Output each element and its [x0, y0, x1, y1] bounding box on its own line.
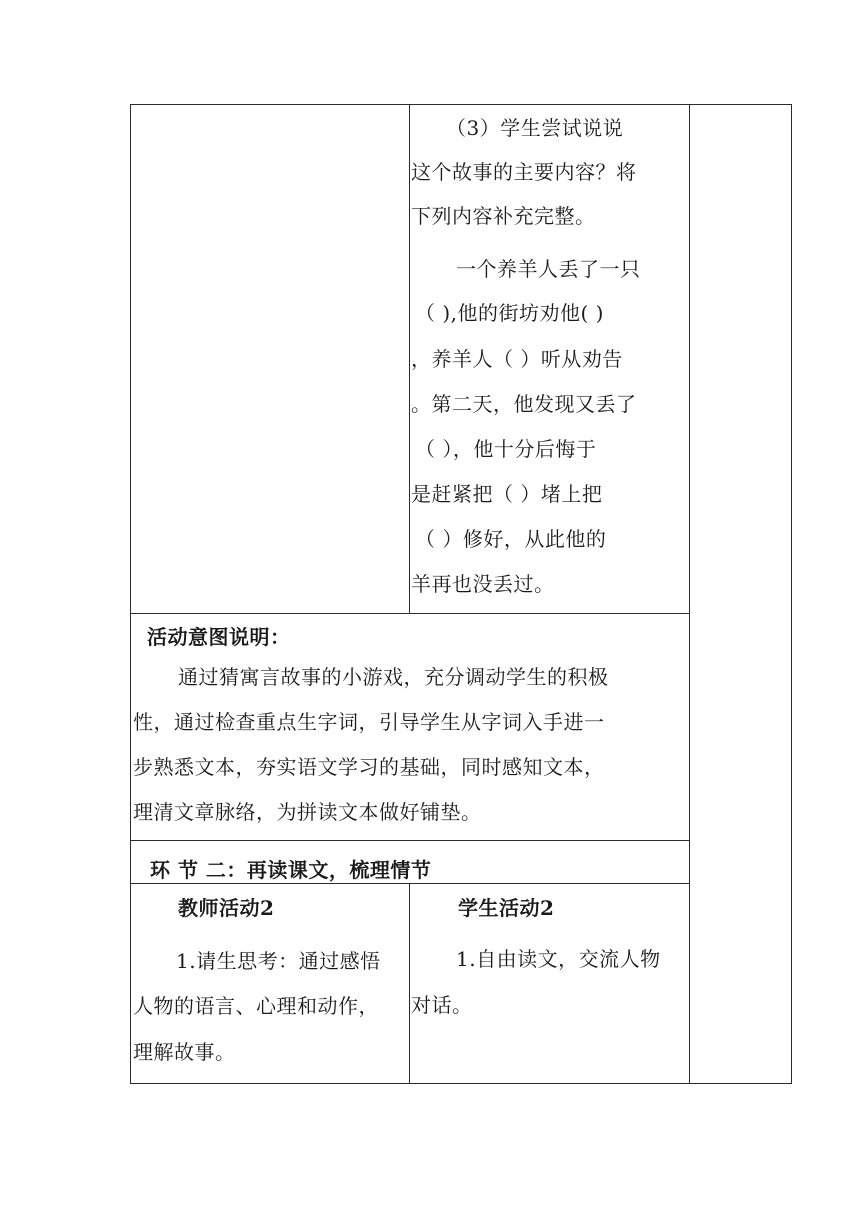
- activity-row-top-border: [130, 883, 690, 884]
- table-right-border: [791, 104, 792, 1084]
- text-line: （ ）修好，从此他的: [415, 527, 607, 551]
- table-bottom-border: [130, 1083, 792, 1084]
- text-line: 一个养羊人丢了一只: [456, 257, 641, 281]
- content-right-border: [689, 104, 690, 1084]
- text-line: （ ),他的街坊劝他( ): [415, 301, 604, 325]
- table-top-border: [130, 104, 792, 105]
- text-line: 理清文章脉络，为拼读文本做好铺垫。: [133, 800, 482, 824]
- teacher-activity-title: 教师活动2: [178, 896, 275, 920]
- text-line: 羊再也没丢过。: [411, 572, 555, 596]
- text-line: 对话。: [411, 993, 473, 1017]
- text-line: 1.自由读文，交流人物: [456, 947, 661, 971]
- text-line: （ ），他十分后悔于: [415, 437, 597, 461]
- text-line: 通过猜寓言故事的小游戏，充分调动学生的积极: [178, 665, 609, 689]
- intent-row-top-border: [130, 613, 690, 614]
- text-line: 1.请生思考：通过感悟: [176, 949, 381, 973]
- text-line: 人物的语言、心理和动作，: [133, 994, 379, 1018]
- section-two-top-border: [130, 840, 690, 841]
- text-line: 。第二天，他发现又丢了: [411, 392, 637, 416]
- text-line: 步熟悉文本，夯实语文学习的基础，同时感知文本，: [133, 755, 605, 779]
- text-line: ，养羊人（ ）听从劝告: [411, 347, 623, 371]
- text-line: 这个故事的主要内容？将: [411, 160, 637, 184]
- intent-heading: 活动意图说明：: [147, 625, 291, 649]
- text-line: 理解故事。: [133, 1040, 236, 1064]
- text-line: 下列内容补充完整。: [411, 204, 596, 228]
- table-left-border: [130, 104, 131, 1084]
- upper-column-divider: [409, 104, 410, 614]
- text-line: 是赶紧把（ ）堵上把: [411, 482, 603, 506]
- section-two-heading: 环 节 二：再读课文，梳理情节: [150, 858, 432, 882]
- activity-column-divider: [409, 883, 410, 1084]
- text-line: 性，通过检查重点生字词，引导学生从字词入手进一: [133, 710, 605, 734]
- text-line: （3）学生尝试说说: [446, 116, 624, 140]
- student-activity-title: 学生活动2: [458, 896, 555, 920]
